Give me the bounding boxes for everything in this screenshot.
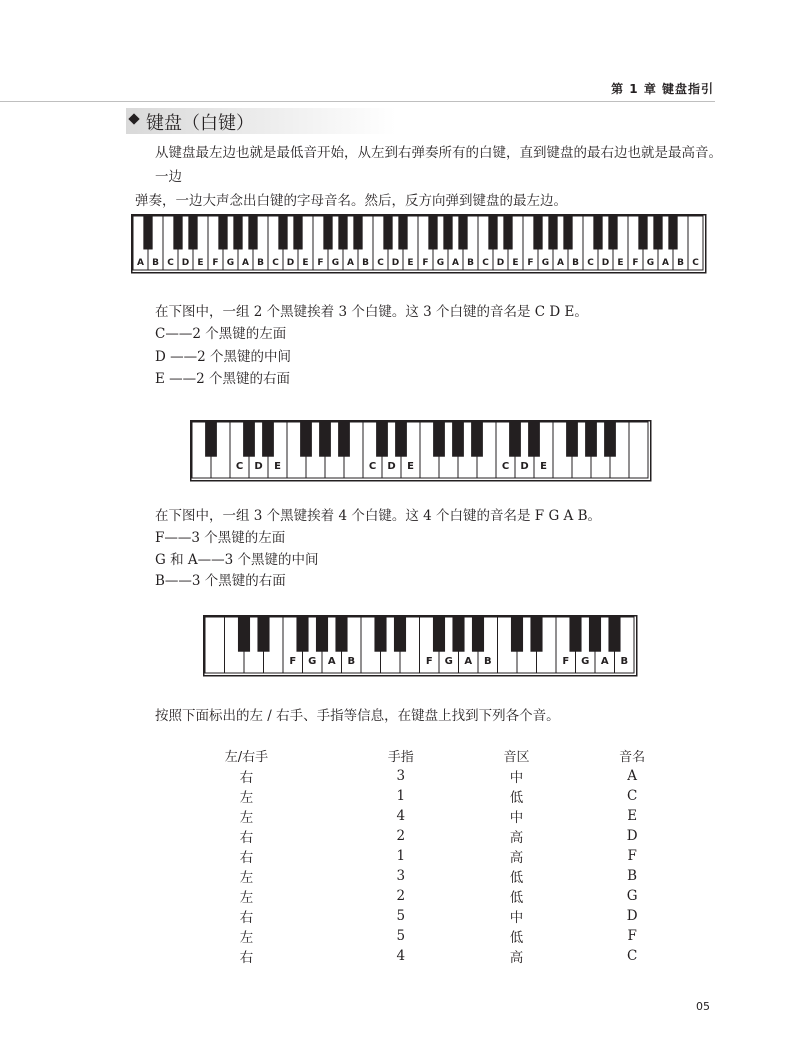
black-key: [458, 216, 467, 249]
table-header-row: [150, 744, 690, 766]
fgab-label: A: [327, 656, 336, 667]
hand-cell: 右: [239, 850, 254, 866]
black-key: [205, 422, 217, 457]
black-key: [428, 216, 437, 249]
black-key: [528, 422, 540, 457]
fgab-line-f: F——3 个黑键的左面: [155, 530, 286, 546]
note-cell: A: [627, 768, 638, 784]
cde-label: C: [368, 461, 377, 472]
fgab-intro: 在下图中，一组 3 个黑键挨着 4 个白键。这 4 个白键的音名是 F G A B。: [155, 508, 602, 524]
white-key-label: E: [197, 258, 204, 268]
black-key: [143, 216, 152, 249]
black-key: [335, 617, 347, 652]
exercise-intro: 按照下面标出的左 / 右手、手指等信息，在键盘上找到下列各个音。: [155, 708, 560, 724]
white-key-label: G: [436, 258, 445, 268]
white-key-label: B: [467, 258, 474, 268]
cde-line-d: D ——2 个黑键的中间: [155, 349, 291, 365]
black-key: [173, 216, 182, 249]
white-key-label: B: [152, 258, 159, 268]
black-key: [668, 216, 677, 249]
white-key-label: E: [302, 258, 309, 268]
cde-label: D: [520, 461, 529, 472]
finger-cell: 5: [396, 908, 406, 924]
black-key: [503, 216, 512, 249]
diamond-bullet-icon: [128, 113, 139, 124]
white-key-label: F: [317, 258, 324, 268]
black-key: [566, 422, 578, 457]
black-key: [569, 617, 581, 652]
black-key: [472, 617, 484, 652]
fgab-keyboard-diagram: [203, 615, 643, 677]
chapter-header: 第 1 章 键盘指引: [611, 82, 714, 96]
black-key: [296, 617, 308, 652]
table-row: [150, 806, 690, 826]
white-key: [205, 617, 225, 673]
finger-cell: 2: [396, 888, 406, 904]
black-key: [433, 617, 445, 652]
fgab-label: B: [483, 656, 492, 667]
black-key: [376, 422, 388, 457]
register-cell: 高: [509, 830, 524, 846]
cde-label: C: [235, 461, 244, 472]
cde-label: C: [501, 461, 510, 472]
black-key: [593, 216, 602, 249]
cde-label: D: [254, 461, 263, 472]
white-key-label: C: [167, 258, 174, 268]
table-row: [150, 866, 690, 886]
white-key-label: C: [692, 258, 699, 268]
white-key-label: F: [212, 258, 219, 268]
black-key: [395, 422, 407, 457]
white-key-label: G: [331, 258, 340, 268]
section-title: 键盘（白键）: [146, 113, 254, 134]
cde-line-c: C——2 个黑键的左面: [155, 326, 287, 342]
white-key-label: D: [286, 258, 295, 268]
black-key: [638, 216, 647, 249]
white-key-label: E: [512, 258, 519, 268]
finger-cell: 4: [396, 808, 406, 824]
hand-cell: 左: [239, 810, 254, 826]
white-key-label: D: [496, 258, 505, 268]
fgab-label: A: [464, 656, 473, 667]
fgab-line-ga: G 和 A——3 个黑键的中间: [155, 552, 319, 568]
black-key: [262, 422, 274, 457]
black-key: [563, 216, 572, 249]
hand-cell: 左: [239, 930, 254, 946]
page-number: 05: [696, 1000, 710, 1013]
white-key-label: A: [137, 258, 144, 268]
white-key-label: B: [362, 258, 369, 268]
black-key: [323, 216, 332, 249]
section-heading: [126, 108, 396, 134]
register-cell: 低: [509, 870, 524, 886]
white-key-label: G: [226, 258, 235, 268]
intro-paragraph: [135, 141, 725, 213]
fgab-label: G: [581, 656, 590, 667]
black-key: [398, 216, 407, 249]
cde-label: E: [540, 461, 547, 472]
fgab-label: G: [308, 656, 317, 667]
white-key-label: C: [272, 258, 279, 268]
black-key: [530, 617, 542, 652]
black-key: [608, 216, 617, 249]
fgab-line-b: B——3 个黑键的右面: [155, 573, 286, 589]
fgab-label: G: [444, 656, 453, 667]
black-key: [238, 617, 250, 652]
intro-line-2: 弹奏，一边大声念出白键的字母音名。然后，反方向弹到键盘的最左边。: [135, 193, 567, 209]
black-key: [233, 216, 242, 249]
fgab-label: F: [562, 656, 570, 667]
note-cell: G: [626, 888, 638, 904]
cde-label: D: [387, 461, 396, 472]
black-key: [338, 422, 350, 457]
finger-cell: 4: [396, 948, 406, 964]
white-key-label: G: [541, 258, 550, 268]
white-key-label: F: [527, 258, 534, 268]
cde-line-e: E ——2 个黑键的右面: [155, 371, 291, 387]
black-key: [248, 216, 257, 249]
white-key-label: A: [557, 258, 564, 268]
fgab-label: A: [600, 656, 609, 667]
black-key: [243, 422, 255, 457]
finger-cell: 1: [396, 848, 406, 864]
black-key: [608, 617, 620, 652]
hand-cell: 右: [239, 830, 254, 846]
note-cell: F: [627, 928, 637, 944]
register-cell: 中: [509, 910, 524, 926]
black-key: [452, 617, 464, 652]
finger-cell: 5: [396, 928, 406, 944]
register-cell: 低: [509, 790, 524, 806]
table-row: [150, 886, 690, 906]
white-key-label: C: [587, 258, 594, 268]
black-key: [433, 422, 445, 457]
white-key-label: E: [407, 258, 414, 268]
black-key: [452, 422, 464, 457]
table-row: [150, 926, 690, 946]
hand-cell: 右: [239, 950, 254, 966]
note-cell: B: [627, 868, 638, 884]
black-key: [604, 422, 616, 457]
note-cell: D: [626, 908, 638, 924]
cde-intro: 在下图中，一组 2 个黑键挨着 3 个白键。这 3 个白键的音名是 C D E。: [155, 304, 588, 320]
black-key: [394, 617, 406, 652]
exercise-table: [150, 744, 690, 966]
hand-cell: 右: [239, 770, 254, 786]
white-key-label: G: [646, 258, 655, 268]
finger-cell: 1: [396, 788, 406, 804]
white-key-label: F: [632, 258, 639, 268]
black-key: [218, 216, 227, 249]
table-row: [150, 946, 690, 966]
black-key: [509, 422, 521, 457]
white-key: [629, 422, 648, 478]
white-key-label: E: [617, 258, 624, 268]
white-key-label: A: [662, 258, 669, 268]
col-note: 音名: [619, 749, 646, 765]
register-cell: 中: [509, 810, 524, 826]
black-key: [278, 216, 287, 249]
fgab-label: B: [620, 656, 629, 667]
white-key-label: B: [677, 258, 684, 268]
hand-cell: 左: [239, 890, 254, 906]
white-key-label: B: [572, 258, 579, 268]
white-key-label: C: [377, 258, 384, 268]
black-key: [316, 617, 328, 652]
black-key: [443, 216, 452, 249]
note-cell: F: [627, 848, 637, 864]
black-key: [589, 617, 601, 652]
white-key-label: A: [242, 258, 249, 268]
hand-cell: 左: [239, 790, 254, 806]
black-key: [585, 422, 597, 457]
register-cell: 低: [509, 890, 524, 906]
black-key: [471, 422, 483, 457]
white-key-label: A: [452, 258, 459, 268]
white-key-label: D: [181, 258, 190, 268]
note-cell: D: [626, 828, 638, 844]
cde-label: E: [407, 461, 414, 472]
black-key: [353, 216, 362, 249]
table-row: [150, 846, 690, 866]
black-key: [293, 216, 302, 249]
full-keyboard-diagram: [131, 214, 711, 274]
table-row: [150, 826, 690, 846]
black-key: [257, 617, 269, 652]
finger-cell: 3: [396, 768, 406, 784]
table-row: [150, 786, 690, 806]
intro-line-1: 从键盘最左边也就是最低音开始，从左到右弹奏所有的白键，直到键盘的最右边也就是最高音。一边: [155, 145, 722, 185]
table-row: [150, 766, 690, 786]
fgab-label: F: [289, 656, 297, 667]
hand-cell: 左: [239, 870, 254, 886]
white-key-label: D: [391, 258, 400, 268]
white-key-label: F: [422, 258, 429, 268]
black-key: [511, 617, 523, 652]
col-register: 音区: [503, 749, 530, 765]
note-cell: E: [627, 808, 638, 824]
white-key-label: D: [601, 258, 610, 268]
note-cell: C: [626, 948, 638, 964]
black-key: [319, 422, 331, 457]
white-key-label: C: [482, 258, 489, 268]
black-key: [383, 216, 392, 249]
black-key: [188, 216, 197, 249]
black-key: [338, 216, 347, 249]
register-cell: 高: [509, 850, 524, 866]
white-key-label: B: [257, 258, 264, 268]
black-key: [300, 422, 312, 457]
fgab-label: B: [347, 656, 356, 667]
table-row: [150, 906, 690, 926]
black-key: [548, 216, 557, 249]
cde-label: E: [274, 461, 281, 472]
register-cell: 高: [509, 950, 524, 966]
finger-cell: 2: [396, 828, 406, 844]
cde-keyboard-diagram: [190, 420, 655, 482]
black-key: [374, 617, 386, 652]
fgab-label: F: [425, 656, 433, 667]
black-key: [653, 216, 662, 249]
black-key: [533, 216, 542, 249]
register-cell: 低: [509, 930, 524, 946]
header-rule: [0, 101, 715, 102]
col-hand: 左/右手: [224, 749, 269, 765]
col-finger: 手指: [387, 749, 414, 765]
finger-cell: 3: [396, 868, 406, 884]
hand-cell: 右: [239, 910, 254, 926]
white-key-label: A: [347, 258, 354, 268]
register-cell: 中: [509, 770, 524, 786]
note-cell: C: [626, 788, 638, 804]
black-key: [488, 216, 497, 249]
